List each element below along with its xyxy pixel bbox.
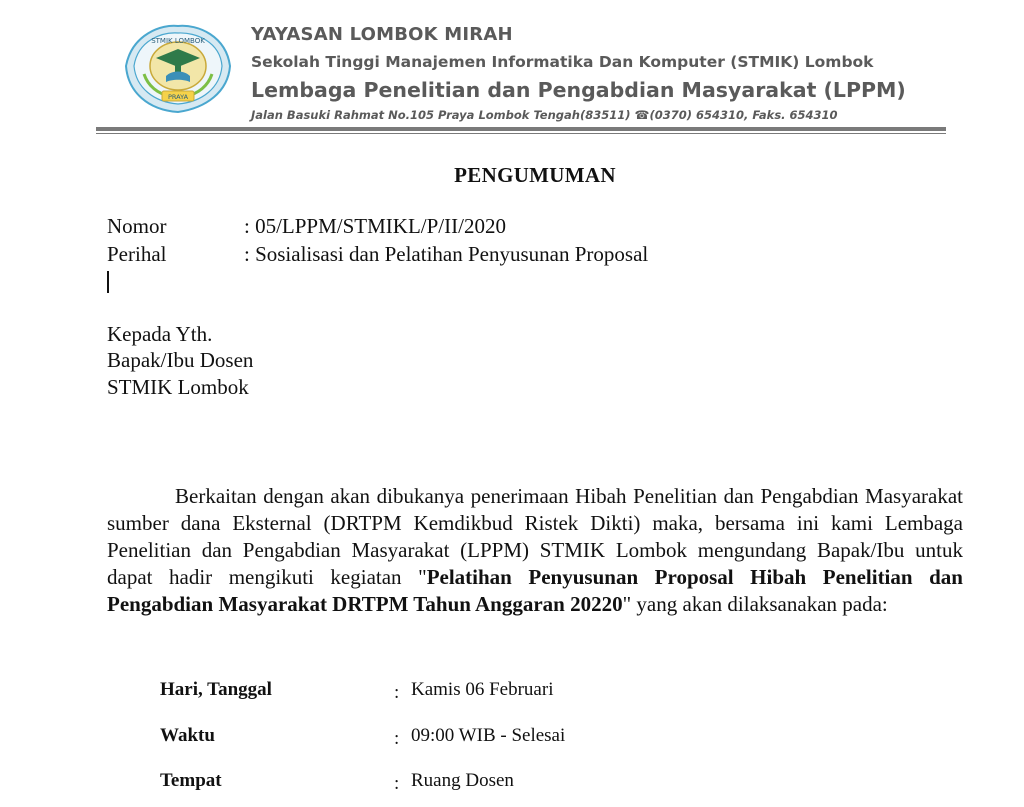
nomor-value: : 05/LPPM/STMIKL/P/II/2020 bbox=[244, 214, 506, 238]
place-value: Ruang Dosen bbox=[411, 770, 514, 791]
perihal-row bbox=[107, 242, 648, 267]
address-text: Jalan Basuki Rahmat No.105 Praya Lombok Tengah(83511) bbox=[251, 108, 631, 122]
stmik-lombok-crest bbox=[122, 22, 234, 116]
school-name: Sekolah Tinggi Manajemen Informatika Dan Komputer (STMIK) Lombok bbox=[251, 53, 874, 71]
date-label: Hari, Tanggal bbox=[160, 679, 272, 700]
document-title: PENGUMUMAN bbox=[454, 163, 616, 187]
body-text-end: " yang akan dilaksanakan pada: bbox=[622, 592, 888, 616]
address-line bbox=[251, 108, 838, 122]
place-colon: : bbox=[394, 773, 400, 794]
date-value: Kamis 06 Februari bbox=[411, 679, 554, 700]
institute-name: Lembaga Penelitian dan Pengabdian Masyarakat (LPPM) bbox=[251, 78, 906, 102]
time-value: 09:00 WIB - Selesai bbox=[411, 725, 566, 746]
recipient-line-3: STMIK Lombok bbox=[107, 375, 249, 399]
perihal-label: Perihal bbox=[107, 242, 167, 266]
nomor-row bbox=[107, 214, 506, 239]
place-label: Tempat bbox=[160, 770, 222, 791]
body-text-start: Berkaitan dengan akan dibukanya penerimaan Hibah Penelitian dan Pengabdian Masyarakat sumber dana Eksternal (DRTPM Kemdikbud Ristek Dikti) maka, bersama ini kami Lembaga Penelitian dan Pengabdian Masyarakat (LPPM) STMIK Lombok mengundang Bapak/Ibu untuk dapat hadir mengikuti kegiatan " bbox=[107, 484, 963, 589]
time-label: Waktu bbox=[160, 725, 215, 746]
header-rule-thick bbox=[96, 127, 946, 131]
nomor-label: Nomor bbox=[107, 214, 167, 238]
date-colon: : bbox=[394, 682, 400, 703]
recipient-line-1: Kepada Yth. bbox=[107, 322, 213, 346]
recipient-line-2: Bapak/Ibu Dosen bbox=[107, 348, 254, 372]
crest-text-bottom: PRAYA bbox=[167, 93, 189, 101]
foundation-name: YAYASAN LOMBOK MIRAH bbox=[251, 24, 513, 45]
time-colon: : bbox=[394, 728, 400, 749]
header-rule-thin bbox=[96, 133, 946, 134]
text-cursor[interactable] bbox=[107, 271, 109, 293]
phone-text: (0370) 654310, Faks. 654310 bbox=[649, 108, 838, 122]
perihal-value: : Sosialisasi dan Pelatihan Penyusunan Proposal bbox=[244, 242, 649, 266]
body-paragraph bbox=[107, 483, 963, 618]
event-name: Pelatihan Penyusunan Proposal Hibah Penelitian dan Pengabdian Masyarakat DRTPM Tahun Anggaran 20220 bbox=[107, 565, 963, 616]
letterhead bbox=[0, 0, 1024, 140]
phone-icon: ☎ bbox=[634, 108, 650, 122]
crest-text-top: STMIK LOMBOK bbox=[151, 37, 205, 45]
